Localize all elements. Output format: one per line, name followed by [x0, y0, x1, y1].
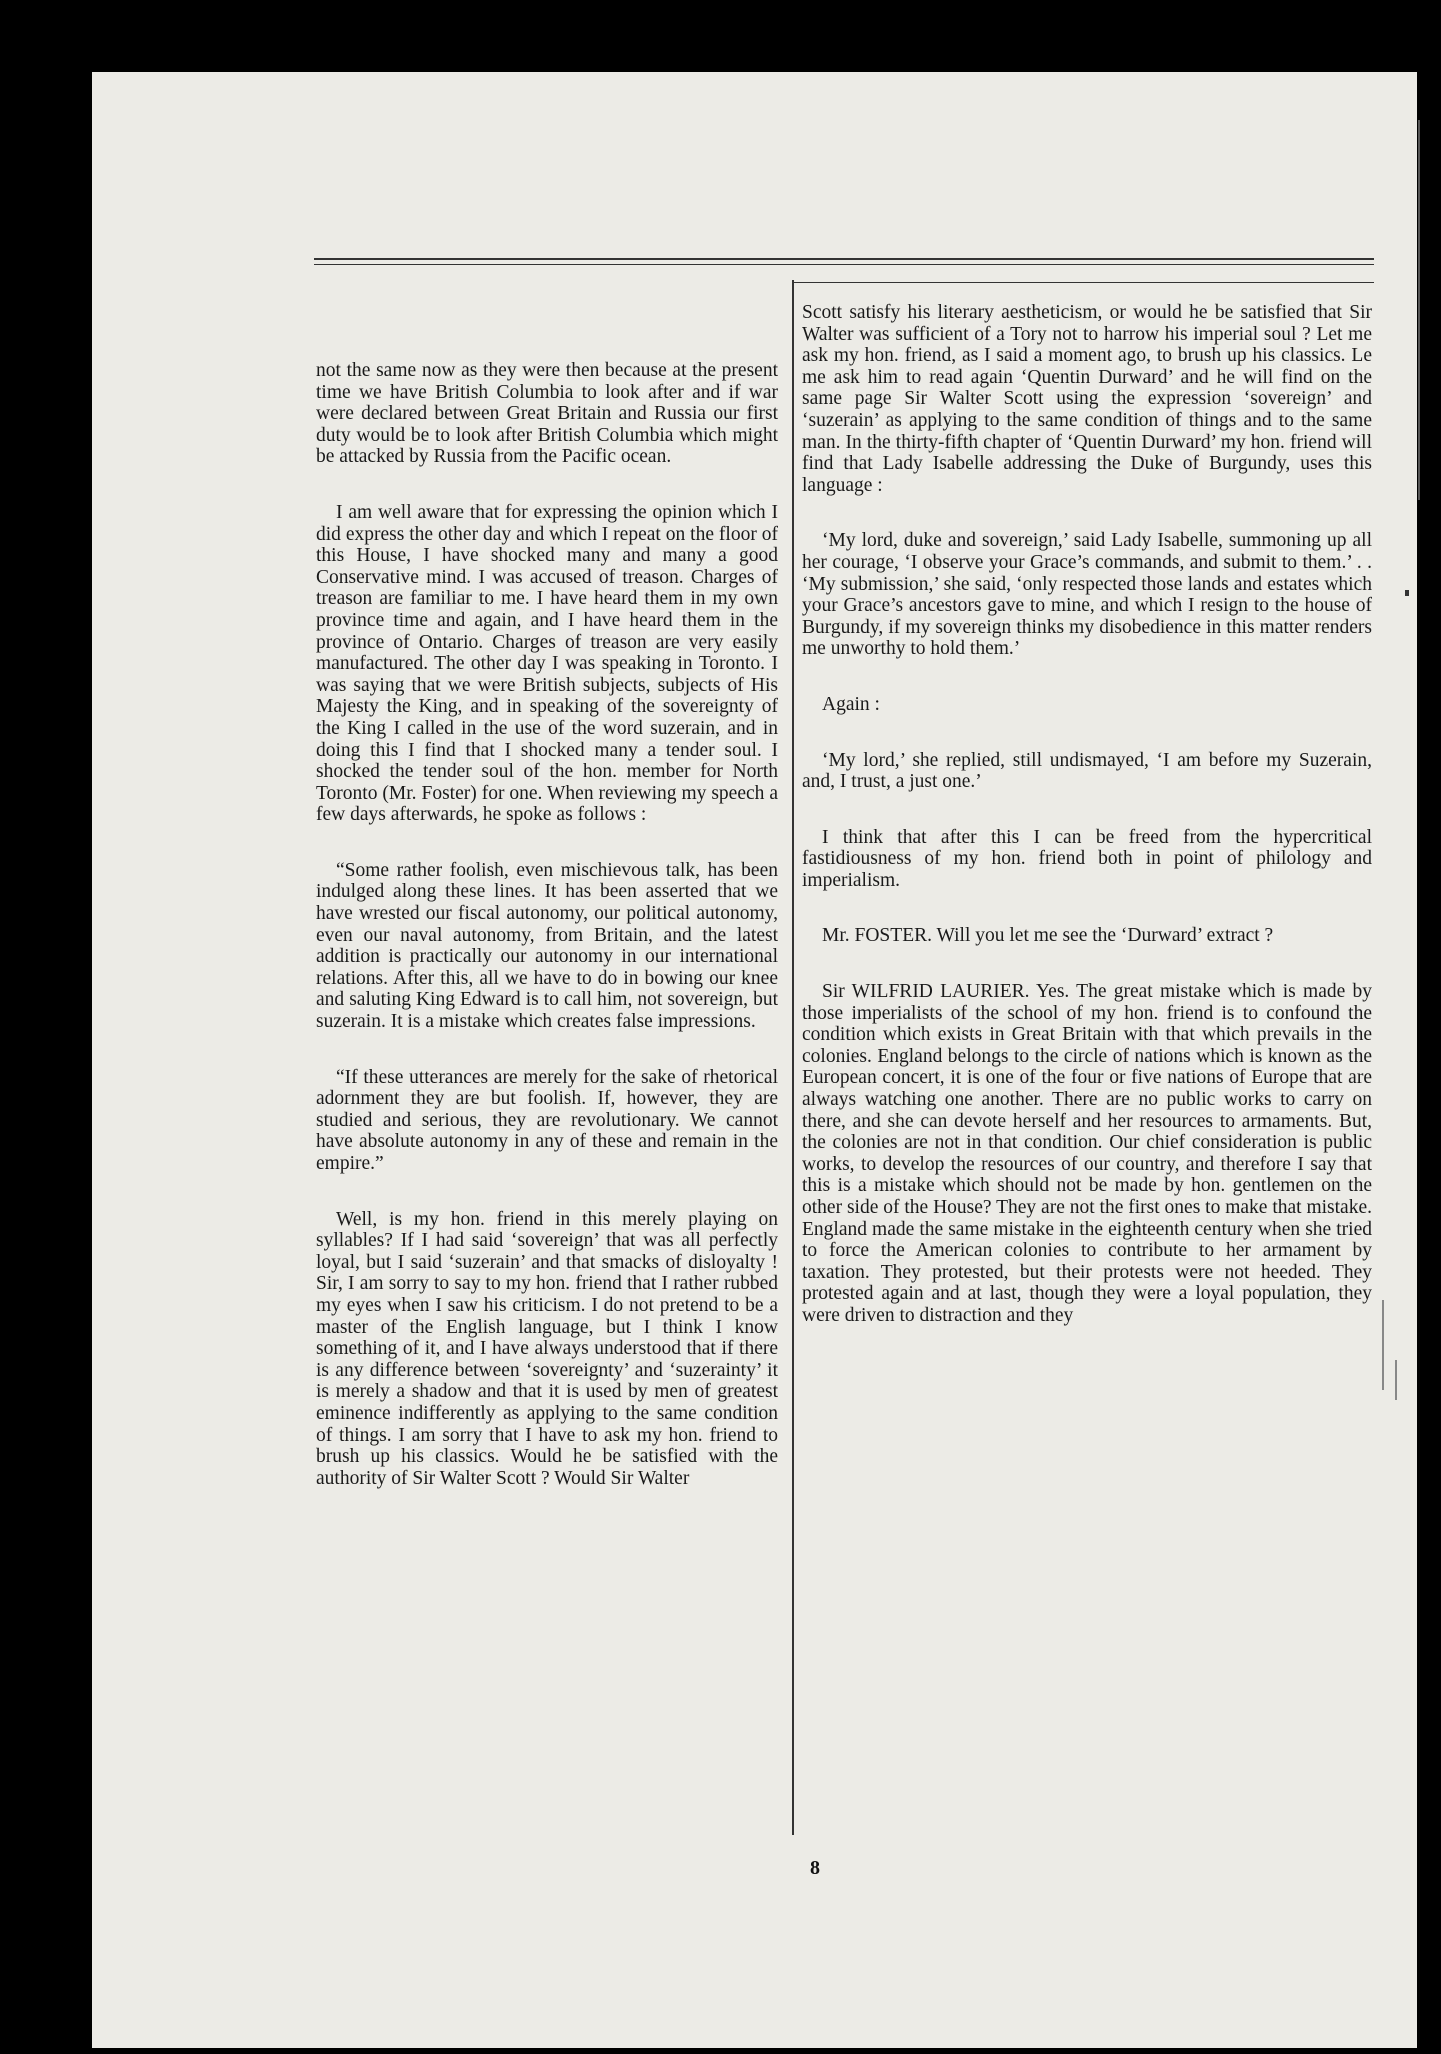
- header-rule: [314, 258, 1374, 260]
- column-divider: [792, 280, 794, 1835]
- left-column: [316, 360, 778, 1523]
- paragraph: Sir WILFRID LAURIER. Yes. The great mistake which is made by those imperialists of the school of my hon. friend is to confound the condition which exists in Great Britain with that which prevails in the colonies. England belongs to the circle of nations which is known as the European concert, it is one of the four or five nations of Europe that are always watching one another. There are no public works to carry on there, and she can devote herself and her resources to armaments. But, the colonies are not in that condition. Our chief consideration is public works, to develop the resources of our country, and therefore I say that this is a mistake which should not be made by hon. gentlemen on the other side of the House? They are not the first ones to make that mistake. England made the same mistake in the eighteenth century when she tried to force the American colonies to contribute to her armament by taxation. They protested, but their protests were not heeded. They protested again and at last, though they were a loyal population, they were driven to distraction and they: [802, 981, 1372, 1326]
- scan-speck: [1395, 1360, 1397, 1400]
- scan-edge-mark: [1418, 120, 1420, 500]
- paragraph: Again :: [822, 693, 880, 715]
- paragraph: I am well aware that for expressing the opinion which I did express the other day and which I repeat on the floor of this House, I have shocked many and many a good Conservative mind. I was accused of treason. Charges of treason are familiar to me. I have heard them in my own province time and again, and I have heard them in the province of Ontario. Charges of treason are very easily manufactured. The other day I was speaking in Toronto. I was saying that we were British subjects, subjects of His Majesty the King, and in speaking of the sovereignty of the King I called in the use of the word suzerain, and in doing this I find that I shocked many a tender soul. I shocked the tender soul of the hon. member for North Toronto (Mr. Foster) for one. When reviewing my speech a few days afterwards, he spoke as follows :: [316, 501, 778, 826]
- quotation: “If these utterances are merely for the sake of rhetorical adornment they are but foolish. If, however, they are studied and serious, they are revolutionary. We cannot have absolute autonomy in any of these and remain in the empire.”: [316, 1066, 778, 1174]
- page-number: 8: [810, 1857, 820, 1879]
- scan-speck: [1405, 590, 1409, 596]
- quotation: “Some rather foolish, even mischievous talk, has been indulged along these lines. It has been asserted that we have wrested our fiscal autonomy, our political autonomy, even our naval autonomy, from Britain, and the latest addition is practically our autonomy in our international relations. After this, all we have to do in bowing our knee and saluting King Edward is to call him, not sovereign, but suzerain. It is a mistake which creates false impressions.: [316, 859, 778, 1033]
- right-column-top-rule: [792, 282, 1374, 283]
- quotation: ‘My lord, duke and sovereign,’ said Lady Isabelle, summoning up all her courage, ‘I observe your Grace’s commands, and submit to them.’ . . ‘My submission,’ she said, ‘only respected those lands and estates which your Grace’s ancestors gave to mine, and which I resign to the house of Burgundy, if my sovereign thinks my disobedience in this matter renders me unworthy to hold them.’: [802, 530, 1372, 660]
- paragraph: Scott satisfy his literary aestheticism, or would he be satisfied that Sir Walter was sufficient of a Tory not to harrow his imperial soul ? Let me ask my hon. friend, as I said a moment ago, to brush up his classics. Le me ask him to read again ‘Quentin Durward’ and he will find on the same page Sir Walter Scott using the expression ‘sovereign’ and ‘suzerain’ as applying to the same condition of things and to the same man. In the thirty-fifth chapter of ‘Quentin Durward’ my hon. friend will find that Lady Isabelle addressing the Duke of Burgundy, uses this language :: [802, 302, 1372, 496]
- quotation: ‘My lord,’ she replied, still undismayed, ‘I am before my Suzerain, and, I trust, a just one.’: [802, 749, 1372, 793]
- scan-speck: [1382, 1300, 1384, 1390]
- paragraph: Mr. FOSTER. Will you let me see the ‘Durward’ extract ?: [822, 925, 1274, 947]
- paragraph: not the same now as they were then because at the present time we have British Columbia to look after and if war were declared between Great Britain and Russia our first duty would be to look after British Columbia which might be attacked by Russia from the Pacific ocean.: [316, 360, 778, 468]
- header-rule-thin: [314, 264, 1374, 265]
- paragraph: I think that after this I can be freed from the hypercritical fastidiousness of my hon. friend both in point of philology and imperialism.: [802, 826, 1372, 891]
- paragraph: Well, is my hon. friend in this merely playing on syllables? If I had said ‘sovereign’ that was all perfectly loyal, but I said ‘suzerain’ and that smacks of disloyalty ! Sir, I am sorry to say to my hon. friend that I rather rubbed my eyes when I saw his criticism. I do not pretend to be a master of the English language, but I think I know something of it, and I have always understood that if there is any difference between ‘sovereignty’ and ‘suzerainty’ it is merely a shadow and that it is used by men of greatest eminence indifferently as applying to the same condition of things. I am sorry that I have to ask my hon. friend to brush up his classics. Would he be satisfied with the authority of Sir Walter Scott ? Would Sir Walter: [316, 1208, 778, 1489]
- document-page: [92, 72, 1417, 2048]
- right-column: [802, 302, 1372, 1361]
